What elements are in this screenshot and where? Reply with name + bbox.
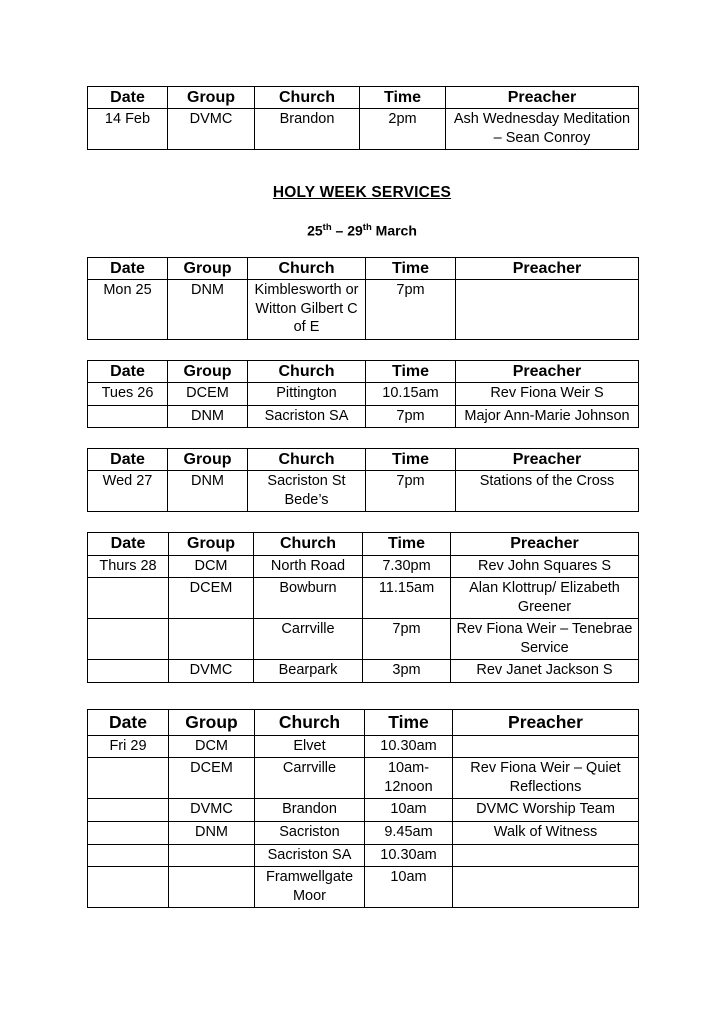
cell-group [169,844,255,867]
cell-group: DNM [168,471,248,512]
table-row [88,758,639,799]
cell-date: Tues 26 [88,382,168,405]
ash-wednesday-table [87,86,639,150]
cell-time: 10.15am [366,382,456,405]
cell-time: 3pm [363,660,451,683]
spacer [87,683,637,709]
table-header-row [88,87,639,109]
column-header-date: Date [88,709,169,735]
column-header-time: Time [360,87,446,109]
cell-preacher [453,735,639,758]
column-header-preacher: Preacher [453,709,639,735]
cell-preacher: Rev Fiona Weir – Tenebrae Service [451,619,639,660]
monday-table [87,257,639,340]
table-header-row [88,257,639,279]
cell-group: DNM [168,280,248,340]
holy-week-title: HOLY WEEK SERVICES [272,184,452,202]
cell-church: Bowburn [254,578,363,619]
column-header-church: Church [248,449,366,471]
cell-date: 14 Feb [88,109,168,150]
column-header-church: Church [255,709,365,735]
cell-church: Carrville [255,758,365,799]
cell-time: 2pm [360,109,446,150]
cell-time: 10am [365,867,453,908]
cell-group: DCEM [169,578,254,619]
cell-church: Elvet [255,735,365,758]
cell-group: DVMC [169,660,254,683]
cell-church: Brandon [255,109,360,150]
column-header-date: Date [88,449,168,471]
cell-date [88,799,169,822]
tuesday-table [87,360,639,428]
date-range-dash: – [331,222,348,239]
cell-group: DCEM [169,758,255,799]
cell-preacher: Ash Wednesday Meditation – Sean Conroy [446,109,639,150]
cell-date: Fri 29 [88,735,169,758]
date-range-start-ordinal: th [322,222,332,234]
cell-preacher: Major Ann-Marie Johnson [456,405,639,428]
cell-time: 7pm [366,405,456,428]
column-header-date: Date [88,533,169,555]
cell-group [169,867,255,908]
cell-group: DCEM [168,382,248,405]
table-row [88,619,639,660]
column-header-time: Time [366,449,456,471]
column-header-group: Group [169,533,254,555]
spacer [87,428,637,448]
spacer [87,340,637,360]
column-header-time: Time [366,257,456,279]
cell-preacher: Alan Klottrup/ Elizabeth Greener [451,578,639,619]
cell-group: DVMC [168,109,255,150]
holy-week-heading-block [87,184,637,202]
cell-church: Sacriston SA [255,844,365,867]
spacer [87,512,637,532]
column-header-date: Date [88,257,168,279]
column-header-preacher: Preacher [456,257,639,279]
column-header-preacher: Preacher [456,449,639,471]
cell-time: 7pm [363,619,451,660]
column-header-date: Date [88,87,168,109]
cell-time: 7pm [366,280,456,340]
cell-church: Kimblesworth or Witton Gilbert C of E [248,280,366,340]
cell-church: Bearpark [254,660,363,683]
column-header-church: Church [255,87,360,109]
column-header-time: Time [363,533,451,555]
cell-preacher [453,867,639,908]
table-row [88,578,639,619]
column-header-church: Church [248,257,366,279]
spacer [87,241,637,257]
cell-church: Sacriston [255,821,365,844]
cell-preacher: Rev Janet Jackson S [451,660,639,683]
cell-preacher [453,844,639,867]
spacer [87,150,637,184]
cell-group: DVMC [169,799,255,822]
cell-group: DCM [169,555,254,578]
table-row [88,555,639,578]
cell-preacher: Walk of Witness [453,821,639,844]
cell-date [88,405,168,428]
cell-preacher: Stations of the Cross [456,471,639,512]
cell-church: Carrville [254,619,363,660]
column-header-time: Time [366,360,456,382]
cell-church: North Road [254,555,363,578]
table-row [88,867,639,908]
holy-week-date-range [307,222,417,239]
date-range-start-day: 25 [307,222,323,239]
cell-date [88,619,169,660]
date-range-end-ordinal: th [362,222,372,234]
cell-date [88,844,169,867]
table-row [88,405,639,428]
table-row [88,844,639,867]
thursday-table [87,532,639,682]
date-range-end-day: 29 [347,222,363,239]
wednesday-table [87,448,639,512]
cell-date: Wed 27 [88,471,168,512]
column-header-group: Group [168,449,248,471]
table-row [88,821,639,844]
cell-group: DNM [168,405,248,428]
table-row [88,660,639,683]
cell-group: DCM [169,735,255,758]
cell-date: Mon 25 [88,280,168,340]
cell-date [88,758,169,799]
column-header-preacher: Preacher [456,360,639,382]
column-header-group: Group [168,257,248,279]
cell-date [88,578,169,619]
cell-time: 7.30pm [363,555,451,578]
cell-date [88,867,169,908]
cell-date: Thurs 28 [88,555,169,578]
cell-group: DNM [169,821,255,844]
cell-preacher [456,280,639,340]
cell-time: 11.15am [363,578,451,619]
table-row [88,109,639,150]
column-header-group: Group [168,87,255,109]
column-header-preacher: Preacher [446,87,639,109]
column-header-church: Church [248,360,366,382]
date-range-month: March [371,222,417,239]
table-row [88,280,639,340]
table-header-row [88,449,639,471]
table-row [88,382,639,405]
cell-time: 7pm [366,471,456,512]
table-header-row [88,533,639,555]
column-header-church: Church [254,533,363,555]
cell-time: 10.30am [365,844,453,867]
cell-date [88,660,169,683]
spacer [87,202,637,222]
column-header-preacher: Preacher [451,533,639,555]
cell-preacher: Rev John Squares S [451,555,639,578]
column-header-time: Time [365,709,453,735]
cell-church: Framwellgate Moor [255,867,365,908]
cell-time: 9.45am [365,821,453,844]
table-row [88,735,639,758]
table-header-row [88,360,639,382]
cell-preacher: DVMC Worship Team [453,799,639,822]
holy-week-date-range-block [87,222,637,241]
cell-church: Sacriston St Bede’s [248,471,366,512]
cell-time: 10am [365,799,453,822]
cell-preacher: Rev Fiona Weir – Quiet Reflections [453,758,639,799]
table-header-row [88,709,639,735]
friday-table [87,709,639,908]
cell-church: Brandon [255,799,365,822]
cell-time: 10am-12noon [365,758,453,799]
cell-time: 10.30am [365,735,453,758]
cell-group [169,619,254,660]
cell-date [88,821,169,844]
column-header-group: Group [168,360,248,382]
column-header-group: Group [169,709,255,735]
cell-preacher: Rev Fiona Weir S [456,382,639,405]
cell-church: Sacriston SA [248,405,366,428]
table-row [88,799,639,822]
table-row [88,471,639,512]
cell-church: Pittington [248,382,366,405]
column-header-date: Date [88,360,168,382]
